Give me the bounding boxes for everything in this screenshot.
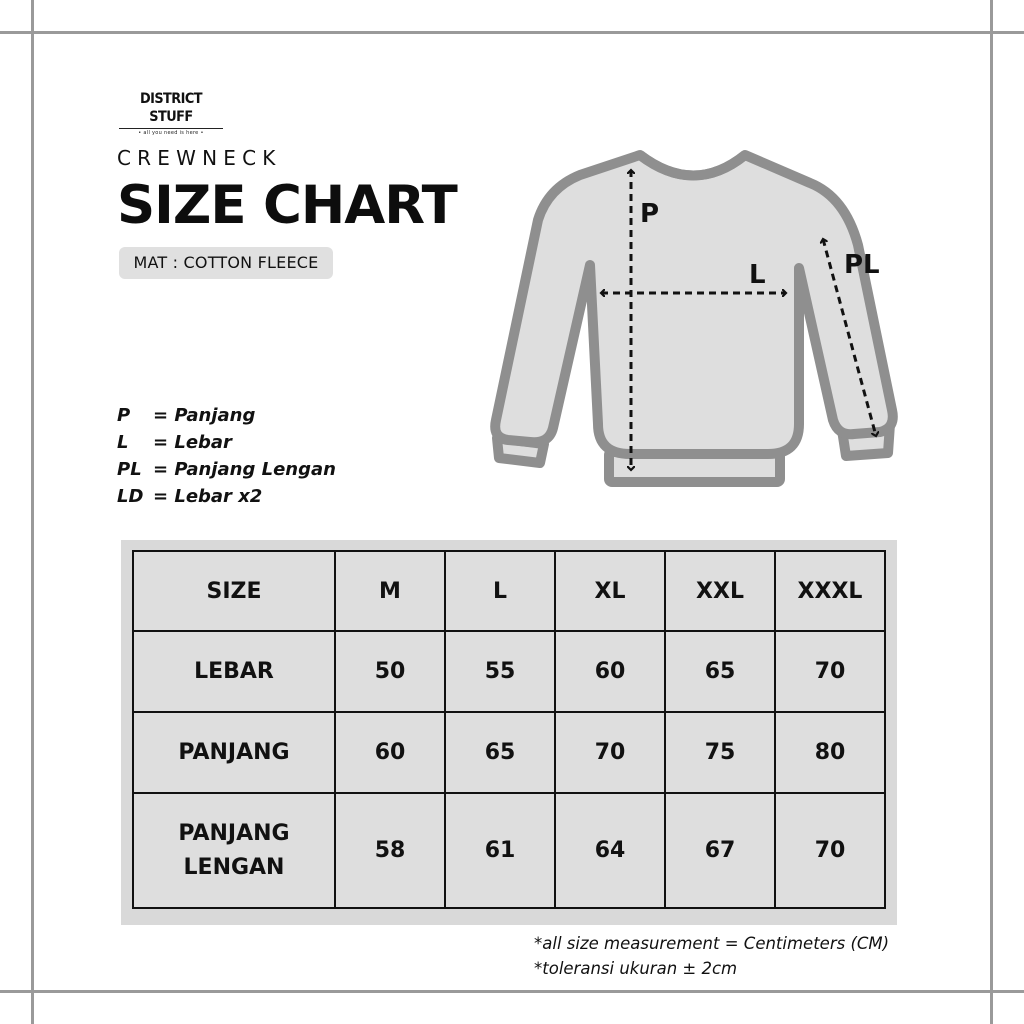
table-row bbox=[133, 631, 885, 712]
legend-value: = Panjang Lengan bbox=[153, 459, 336, 480]
column-header: L bbox=[445, 551, 555, 631]
frame-line-bottom bbox=[0, 990, 1024, 993]
table-cell: 50 bbox=[335, 631, 445, 712]
legend-value: = Lebar x2 bbox=[153, 486, 263, 507]
table-cell: 61 bbox=[445, 793, 555, 908]
page-subtitle: CREWNECK bbox=[117, 146, 282, 170]
table-cell: 70 bbox=[775, 631, 885, 712]
row-label-line: PANJANG bbox=[178, 820, 290, 846]
crewneck-diagram bbox=[488, 140, 908, 500]
table-cell: 70 bbox=[555, 712, 665, 793]
row-label bbox=[133, 793, 335, 908]
label-pl: PL bbox=[844, 250, 880, 280]
material-badge: MAT : COTTON FLEECE bbox=[119, 247, 333, 279]
legend-row bbox=[117, 402, 336, 429]
table-cell: 65 bbox=[445, 712, 555, 793]
sweater-torso bbox=[495, 155, 893, 454]
table-cell: 64 bbox=[555, 793, 665, 908]
column-header: XXXL bbox=[775, 551, 885, 631]
legend-key: P bbox=[117, 405, 131, 426]
legend-row bbox=[117, 483, 336, 510]
tolerance-note: *toleransi ukuran ± 2cm bbox=[534, 959, 738, 978]
table-cell: 75 bbox=[665, 712, 775, 793]
table-row bbox=[133, 712, 885, 793]
row-label: PANJANG bbox=[133, 712, 335, 793]
brand-name: DISTRICT STUFF bbox=[139, 91, 203, 125]
table-cell: 60 bbox=[335, 712, 445, 793]
frame-line-right bbox=[990, 0, 993, 1024]
table-cell: 80 bbox=[775, 712, 885, 793]
table-cell: 65 bbox=[665, 631, 775, 712]
page-title: SIZE CHART bbox=[117, 175, 457, 236]
frame-line-top bbox=[0, 31, 1024, 34]
size-table-panel bbox=[121, 540, 897, 925]
brand-logo bbox=[117, 90, 225, 137]
column-header: XXL bbox=[665, 551, 775, 631]
legend-row bbox=[117, 429, 336, 456]
table-cell: 60 bbox=[555, 631, 665, 712]
legend-key: PL bbox=[117, 459, 142, 480]
row-label: LEBAR bbox=[133, 631, 335, 712]
table-cell: 55 bbox=[445, 631, 555, 712]
label-l: L bbox=[749, 260, 766, 290]
column-header: SIZE bbox=[133, 551, 335, 631]
legend-value: = Lebar bbox=[153, 432, 232, 453]
legend-key: L bbox=[117, 432, 129, 453]
table-cell: 70 bbox=[775, 793, 885, 908]
label-p: P bbox=[640, 199, 660, 229]
legend-value: = Panjang bbox=[153, 405, 256, 426]
row-label-line: LENGAN bbox=[183, 854, 285, 880]
frame-line-left bbox=[31, 0, 34, 1024]
brand-tagline: • all you need is here • bbox=[138, 130, 204, 136]
legend-row bbox=[117, 456, 336, 483]
abbreviation-legend bbox=[117, 402, 336, 510]
size-table bbox=[132, 550, 886, 909]
table-cell: 67 bbox=[665, 793, 775, 908]
column-header: M bbox=[335, 551, 445, 631]
column-header: XL bbox=[555, 551, 665, 631]
table-row bbox=[133, 793, 885, 908]
table-cell: 58 bbox=[335, 793, 445, 908]
table-header-row bbox=[133, 551, 885, 631]
legend-key: LD bbox=[117, 486, 144, 507]
unit-note: *all size measurement = Centimeters (CM) bbox=[534, 934, 890, 953]
brand-rule bbox=[119, 128, 223, 129]
sweater-body bbox=[495, 155, 893, 482]
